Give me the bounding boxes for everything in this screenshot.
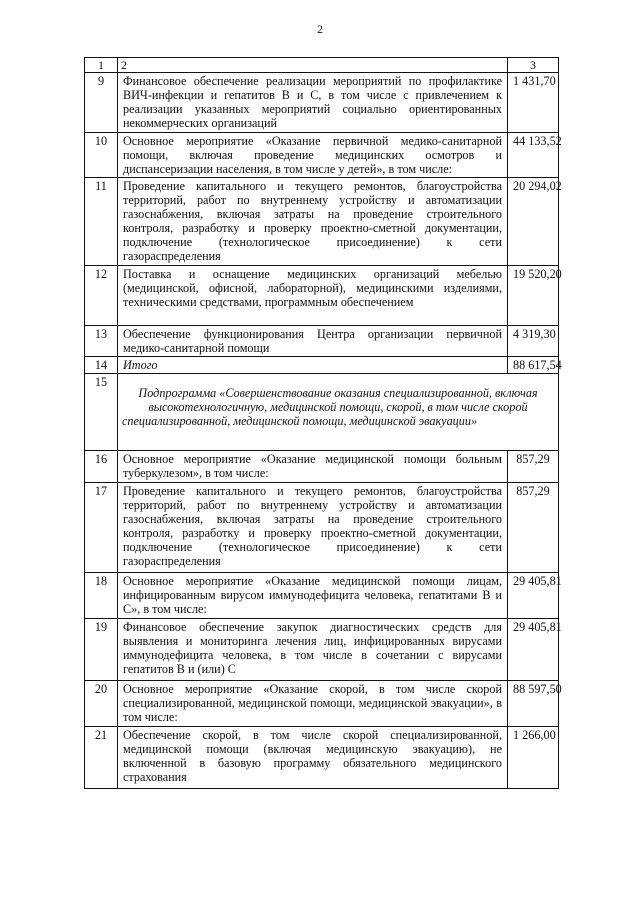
row-number: 21 — [85, 727, 118, 789]
row-description: Финансовое обеспечение реализации мероприятий по профилактике ВИЧ-инфекции и гепатитов В и С, в том числе с привлечением к реализации указанных мероприятий социально ориентированных некоммерческих организаций — [118, 73, 508, 133]
row-description: Основное мероприятие «Оказание скорой, в том числе скорой специализированной, медицинской помощи, медицинской эвакуации», в том числе: — [118, 681, 508, 727]
total-label: Итого — [118, 357, 508, 374]
row-description: Обеспечение скорой, в том числе скорой специализированной, медицинской помощи (включая медицинскую эвакуацию), не включенной в базовую программу обязательного медицинского страхования — [118, 727, 508, 789]
subprogram-row — [85, 374, 559, 451]
table-row — [85, 573, 559, 619]
row-description: Проведение капитального и текущего ремонтов, благоустройства территорий, работ по внутреннему устройству и автоматизации газоснабжения, включая затраты на проведение строительного контроля, разработку и проверку проектно-сметной документации, подключение (технологическое присоединение) к сети газораспределения — [118, 483, 508, 573]
row-description: Основное мероприятие «Оказание медицинской помощи больным туберкулезом», в том числе: — [118, 451, 508, 483]
row-number: 19 — [85, 619, 118, 681]
program-table — [84, 57, 562, 789]
table-row — [85, 178, 559, 266]
row-amount: 857,29 — [508, 451, 559, 483]
row-amount: 29 405,81 — [508, 619, 559, 681]
table-row — [85, 451, 559, 483]
row-description: Поставка и оснащение медицинских организаций мебелью (медицинской, офисной, лабораторной), медицинскими изделиями, техническими средствами, программным обеспечением — [118, 266, 508, 326]
row-amount: 19 520,20 — [508, 266, 559, 326]
row-number: 16 — [85, 451, 118, 483]
row-description: Основное мероприятие «Оказание первичной медико-санитарной помощи, включая проведение медицинских осмотров и диспансеризации населения, в том числе у детей», в том числе: — [118, 133, 508, 178]
row-amount: 1 431,70 — [508, 73, 559, 133]
row-amount: 88 597,50 — [508, 681, 559, 727]
total-row-number: 14 — [85, 357, 118, 374]
row-amount: 29 405,81 — [508, 573, 559, 619]
row-number: 12 — [85, 266, 118, 326]
table-row — [85, 727, 559, 789]
table-row — [85, 266, 559, 326]
row-description: Основное мероприятие «Оказание медицинской помощи лицам, инфицированным вирусом иммунодефицита человека, гепатитами В и С», в том числе: — [118, 573, 508, 619]
row-number: 13 — [85, 326, 118, 357]
table-row — [85, 681, 559, 727]
table-row — [85, 133, 559, 178]
row-number: 20 — [85, 681, 118, 727]
column-header-1: 1 — [85, 58, 118, 73]
row-description: Проведение капитального и текущего ремонтов, благоустройства территорий, работ по внутреннему устройству и автоматизации газоснабжения, включая затраты на проведение строительного контроля, разработку и проверку проектно-сметной документации, подключение (технологическое присоединение) к сети газораспределения — [118, 178, 508, 266]
row-amount: 44 133,52 — [508, 133, 559, 178]
row-amount: 20 294,02 — [508, 178, 559, 266]
page-number: 2 — [317, 22, 323, 36]
column-header-row — [85, 58, 559, 73]
row-number: 18 — [85, 573, 118, 619]
row-amount: 4 319,30 — [508, 326, 559, 357]
table-row — [85, 73, 559, 133]
table-row — [85, 619, 559, 681]
subprogram-row-number: 15 — [85, 374, 118, 451]
row-amount: 857,29 — [508, 483, 559, 573]
total-amount: 88 617,54 — [508, 357, 559, 374]
row-description: Финансовое обеспечение закупок диагностических средств для выявления и мониторинга лечения лиц, инфицированных вирусами иммунодефицита человека, в том числе в сочетании с вирусами гепатитов В и (или) С — [118, 619, 508, 681]
row-amount: 1 266,00 — [508, 727, 559, 789]
table-row — [85, 326, 559, 357]
table-body — [85, 58, 562, 789]
row-number: 9 — [85, 73, 118, 133]
total-row — [85, 357, 559, 374]
subprogram-title: Подпрограмма «Совершенствование оказания специализированной, включая высокотехнологичную, медицинской помощи, скорой, в том числе скорой специализированной, медицинской помощи, медицинской эвакуации» — [118, 374, 559, 451]
row-number: 11 — [85, 178, 118, 266]
row-number: 10 — [85, 133, 118, 178]
column-header-3: 3 — [508, 58, 559, 73]
column-header-2: 2 — [118, 58, 508, 73]
row-number: 17 — [85, 483, 118, 573]
row-description: Обеспечение функционирования Центра организации первичной медико-санитарной помощи — [118, 326, 508, 357]
table-row — [85, 483, 559, 573]
